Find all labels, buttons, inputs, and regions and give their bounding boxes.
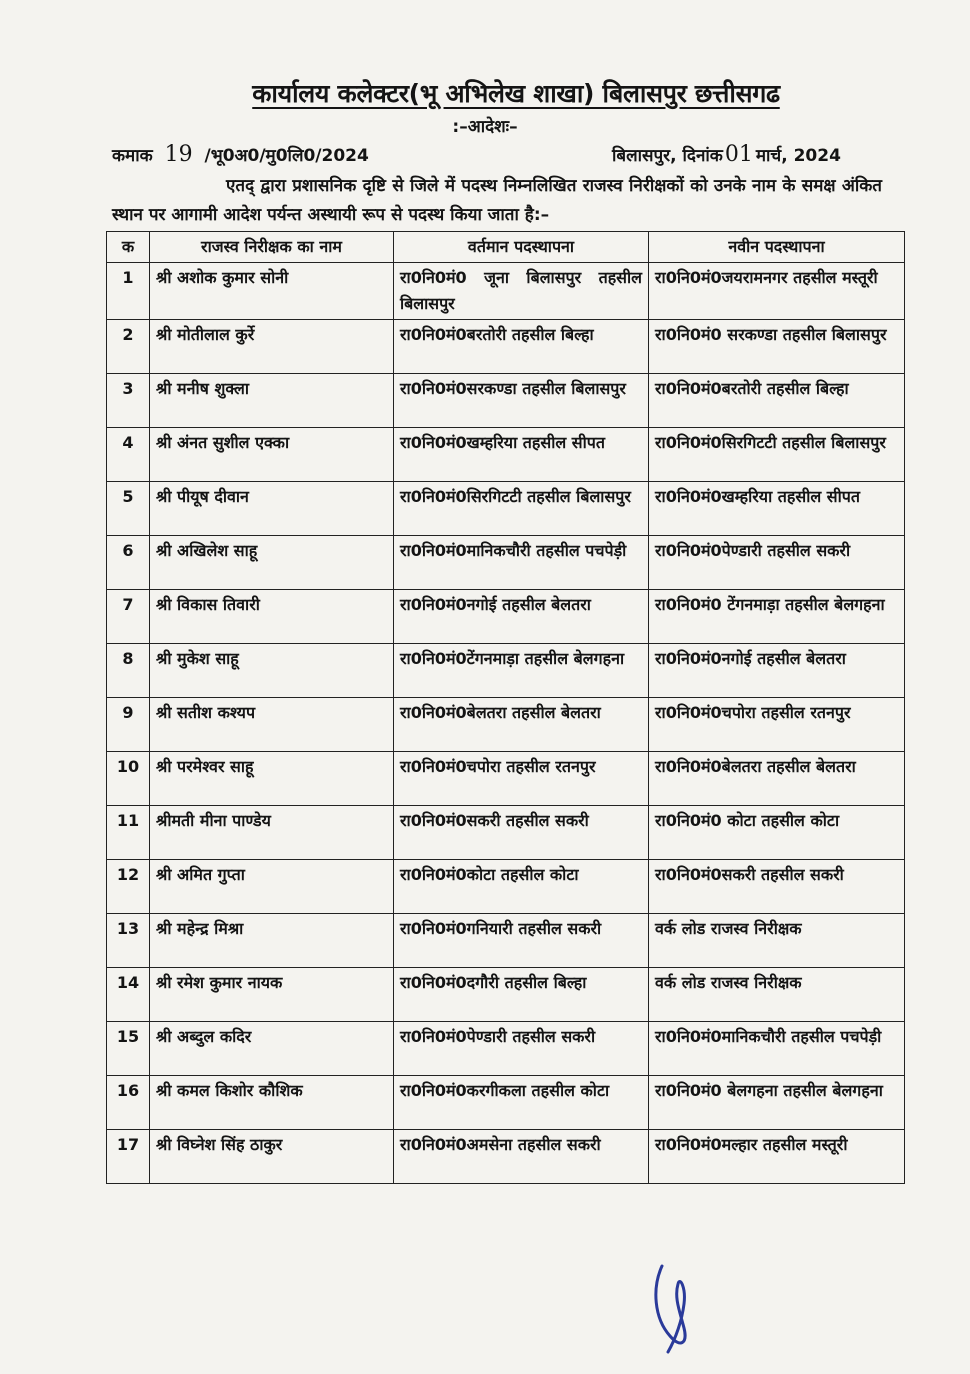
inspector-name-cell: श्री अब्दुल कदिर: [150, 1022, 394, 1076]
inspector-name-cell: श्री अंनत सुशील एक्का: [150, 428, 394, 482]
serial-cell: 12: [107, 860, 150, 914]
current-posting-cell: रा0नि0मं0सरकण्डा तहसील बिलासपुर: [394, 374, 649, 428]
table-row: [107, 860, 905, 914]
table-row: [107, 428, 905, 482]
serial-cell: 13: [107, 914, 150, 968]
date-place: बिलासपुर, दिनांक: [612, 146, 723, 166]
col-header-new-posting: नवीन पदस्थापना: [649, 232, 905, 263]
new-posting-cell: रा0नि0मं0नगोई तहसील बेलतरा: [649, 644, 905, 698]
table-row: [107, 374, 905, 428]
date-month-year: मार्च, 2024: [755, 146, 841, 166]
new-posting-cell: रा0नि0मं0बरतोरी तहसील बिल्हा: [649, 374, 905, 428]
new-posting-cell: रा0नि0मं0 बेलगहना तहसील बेलगहना: [649, 1076, 905, 1130]
current-posting-cell: रा0नि0मं0अमसेना तहसील सकरी: [394, 1130, 649, 1184]
new-posting-cell: वर्क लोड राजस्व निरीक्षक: [649, 914, 905, 968]
table-row: [107, 698, 905, 752]
order-date: [612, 142, 841, 167]
inspector-name-cell: श्रीमती मीना पाण्डेय: [150, 806, 394, 860]
ref-suffix: /भू0अ0/मु0लि0/2024: [204, 146, 369, 166]
serial-cell: 2: [107, 320, 150, 374]
table-row: [107, 320, 905, 374]
table-row: [107, 590, 905, 644]
inspector-name-cell: श्री अशोक कुमार सोनी: [150, 263, 394, 320]
new-posting-cell: रा0नि0मं0 सरकण्डा तहसील बिलासपुर: [649, 320, 905, 374]
current-posting-cell: रा0नि0मं0सिरगिटटी तहसील बिलासपुर: [394, 482, 649, 536]
serial-cell: 11: [107, 806, 150, 860]
serial-cell: 10: [107, 752, 150, 806]
table-row: [107, 1130, 905, 1184]
current-posting-cell: रा0नि0मं0बरतोरी तहसील बिल्हा: [394, 320, 649, 374]
new-posting-cell: रा0नि0मं0मानिकचौरी तहसील पचपेड़ी: [649, 1022, 905, 1076]
inspector-name-cell: श्री मुकेश साहू: [150, 644, 394, 698]
serial-cell: 15: [107, 1022, 150, 1076]
current-posting-cell: रा0नि0मं0सकरी तहसील सकरी: [394, 806, 649, 860]
current-posting-cell: रा0नि0मं0नगोई तहसील बेलतरा: [394, 590, 649, 644]
ref-handwritten-number: 19: [164, 142, 193, 167]
serial-cell: 5: [107, 482, 150, 536]
inspector-name-cell: श्री सतीश कश्यप: [150, 698, 394, 752]
serial-cell: 4: [107, 428, 150, 482]
current-posting-cell: रा0नि0मं0गनियारी तहसील सकरी: [394, 914, 649, 968]
col-header-name: राजस्व निरीक्षक का नाम: [150, 232, 394, 263]
serial-cell: 1: [107, 263, 150, 320]
new-posting-cell: रा0नि0मं0सकरी तहसील सकरी: [649, 860, 905, 914]
inspector-name-cell: श्री मनीष शुक्ला: [150, 374, 394, 428]
table-row: [107, 1022, 905, 1076]
table-row: [107, 914, 905, 968]
ref-prefix: कमाक: [112, 146, 153, 166]
current-posting-cell: रा0नि0मं0कोटा तहसील कोटा: [394, 860, 649, 914]
inspector-name-cell: श्री रमेश कुमार नायक: [150, 968, 394, 1022]
new-posting-cell: रा0नि0मं0चपोरा तहसील रतनपुर: [649, 698, 905, 752]
intro-paragraph: एतद् द्वारा प्रशासनिक दृष्टि से जिले में पदस्थ निम्नलिखित राजस्व निरीक्षकों को उनके नाम के समक्ष अंकित स्थान पर आगामी आदेश पर्यन्त अस्थायी रूप से पदस्थ किया जाता है:–: [112, 176, 882, 225]
table-row: [107, 1076, 905, 1130]
new-posting-cell: रा0नि0मं0 टेंगनमाड़ा तहसील बेलगहना: [649, 590, 905, 644]
table-row: [107, 968, 905, 1022]
current-posting-cell: रा0नि0मं0चपोरा तहसील रतनपुर: [394, 752, 649, 806]
inspector-name-cell: श्री महेन्द्र मिश्रा: [150, 914, 394, 968]
new-posting-cell: वर्क लोड राजस्व निरीक्षक: [649, 968, 905, 1022]
inspector-name-cell: श्री पीयूष दीवान: [150, 482, 394, 536]
new-posting-cell: रा0नि0मं0बेलतरा तहसील बेलतरा: [649, 752, 905, 806]
col-header-current-posting: वर्तमान पदस्थापना: [394, 232, 649, 263]
inspector-name-cell: श्री अखिलेश साहू: [150, 536, 394, 590]
new-posting-cell: रा0नि0मं0पेण्डारी तहसील सकरी: [649, 536, 905, 590]
current-posting-cell: रा0नि0मं0दगौरी तहसील बिल्हा: [394, 968, 649, 1022]
current-posting-cell: रा0नि0मं0पेण्डारी तहसील सकरी: [394, 1022, 649, 1076]
new-posting-cell: रा0नि0मं0जयरामनगर तहसील मस्तूरी: [649, 263, 905, 320]
order-heading: :–आदेशः–: [452, 117, 518, 137]
serial-cell: 17: [107, 1130, 150, 1184]
serial-cell: 9: [107, 698, 150, 752]
new-posting-cell: रा0नि0मं0सिरगिटटी तहसील बिलासपुर: [649, 428, 905, 482]
current-posting-cell: रा0नि0मं0करगीकला तहसील कोटा: [394, 1076, 649, 1130]
col-header-serial: क: [107, 232, 150, 263]
serial-cell: 7: [107, 590, 150, 644]
serial-cell: 14: [107, 968, 150, 1022]
table-row: [107, 263, 905, 320]
current-posting-cell: रा0नि0मं0टेंगनमाड़ा तहसील बेलगहना: [394, 644, 649, 698]
table-header-row: [107, 232, 905, 263]
serial-cell: 8: [107, 644, 150, 698]
reference-number: [112, 142, 369, 167]
inspector-name-cell: श्री मोतीलाल कुर्रे: [150, 320, 394, 374]
table-row: [107, 752, 905, 806]
table-row: [107, 482, 905, 536]
inspector-name-cell: श्री विकास तिवारी: [150, 590, 394, 644]
serial-cell: 6: [107, 536, 150, 590]
table-row: [107, 806, 905, 860]
new-posting-cell: रा0नि0मं0खम्हरिया तहसील सीपत: [649, 482, 905, 536]
table-row: [107, 536, 905, 590]
date-handwritten-day: 01: [724, 142, 753, 167]
inspector-name-cell: श्री विघ्नेश सिंह ठाकुर: [150, 1130, 394, 1184]
inspector-name-cell: श्री अमित गुप्ता: [150, 860, 394, 914]
signature-mark: [640, 1258, 710, 1358]
current-posting-cell: रा0नि0मं0मानिकचौरी तहसील पचपेड़ी: [394, 536, 649, 590]
new-posting-cell: रा0नि0मं0मल्हार तहसील मस्तूरी: [649, 1130, 905, 1184]
table-row: [107, 644, 905, 698]
current-posting-cell: रा0नि0मं0 जूना बिलासपुर तहसील बिलासपुर: [394, 263, 649, 320]
office-title: कार्यालय कलेक्टर(भू अभिलेख शाखा) बिलासपुर छत्तीसगढ: [252, 79, 780, 108]
current-posting-cell: रा0नि0मं0बेलतरा तहसील बेलतरा: [394, 698, 649, 752]
serial-cell: 3: [107, 374, 150, 428]
serial-cell: 16: [107, 1076, 150, 1130]
inspector-name-cell: श्री कमल किशोर कौशिक: [150, 1076, 394, 1130]
inspector-name-cell: श्री परमेश्वर साहू: [150, 752, 394, 806]
posting-table: [106, 231, 905, 1184]
current-posting-cell: रा0नि0मं0खम्हरिया तहसील सीपत: [394, 428, 649, 482]
new-posting-cell: रा0नि0मं0 कोटा तहसील कोटा: [649, 806, 905, 860]
